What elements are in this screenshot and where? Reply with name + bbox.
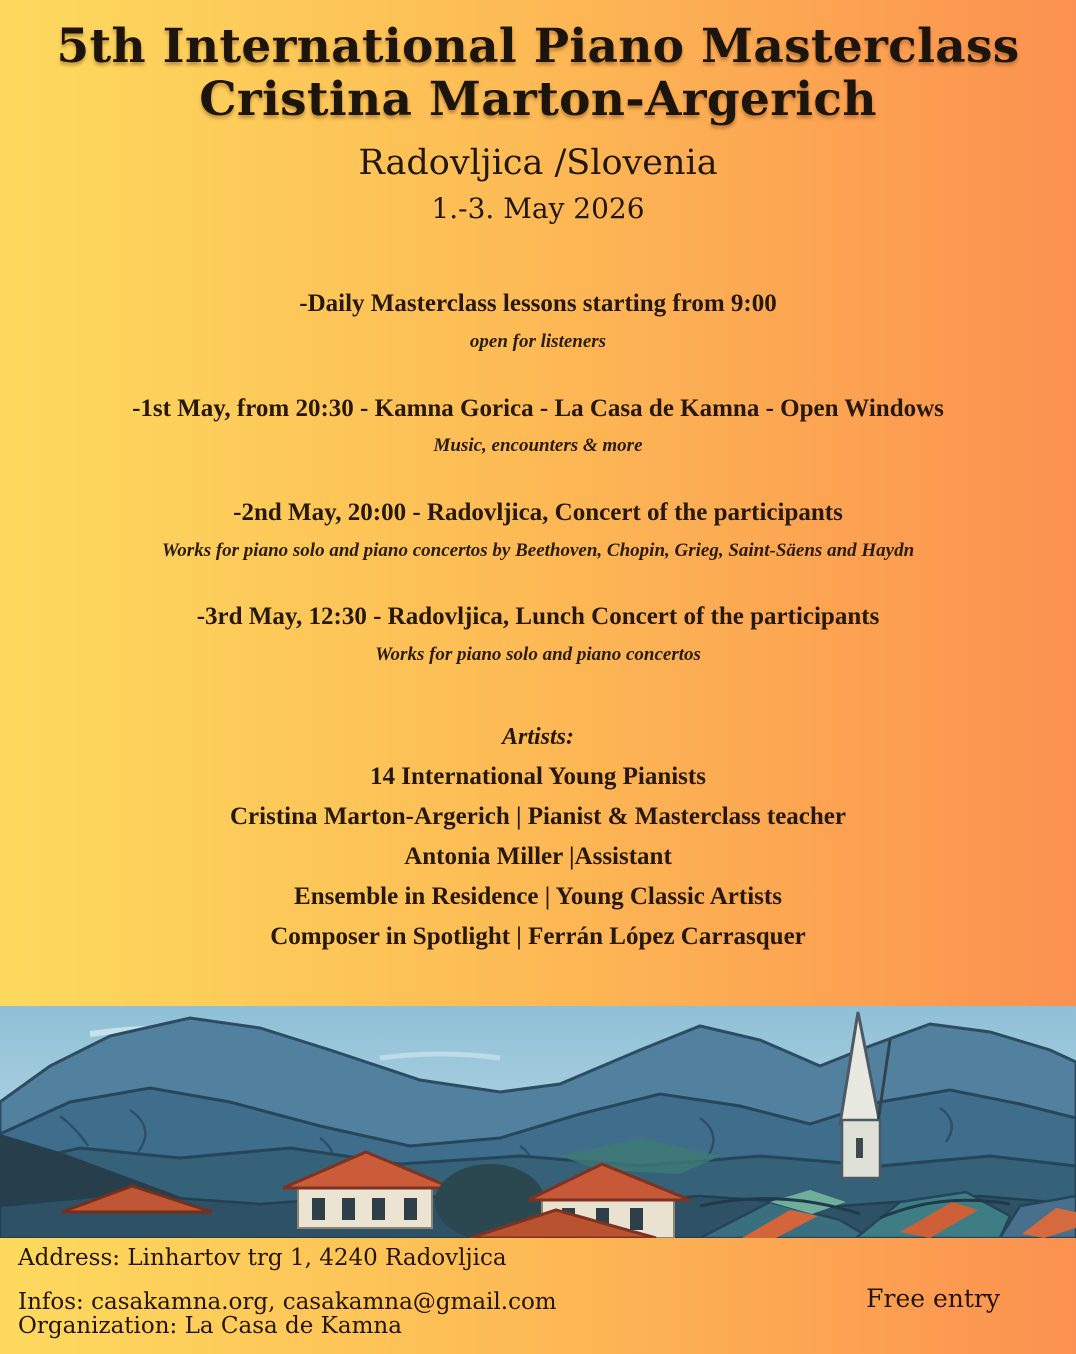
schedule-item	[0, 496, 1076, 563]
town-painting-image	[0, 1006, 1076, 1238]
artist-line: Composer in Spotlight | Ferrán López Carrasquer	[270, 922, 806, 950]
schedule-item-main: -3rd May, 12:30 - Radovljica, Lunch Concert of the participants	[196, 603, 880, 631]
event-title-line2: Cristina Marton-Argerich	[199, 72, 877, 128]
schedule-item-main: -1st May, from 20:30 - Kamna Gorica - La Casa de Kamna - Open Windows	[132, 394, 944, 422]
address-line: Address: Linhartov trg 1, 4240 Radovljica	[18, 1245, 507, 1271]
event-dates: 1.-3. May 2026	[431, 192, 645, 226]
schedule-item-main: -2nd May, 20:00 - Radovljica, Concert of the participants	[233, 499, 843, 526]
organization-line: Organization: La Casa de Kamna	[18, 1313, 402, 1339]
event-title-line1: 5th International Piano Masterclass	[56, 19, 1020, 74]
event-location: Radovljica /Slovenia	[358, 143, 718, 184]
schedule-item-sub: Works for piano solo and piano concertos by Beethoven, Chopin, Grieg, Saint-Säens and Haydn	[161, 539, 915, 561]
infos-line: Infos: casakamna.org, casakamna@gmail.com	[18, 1289, 557, 1315]
schedule-item	[0, 600, 1076, 667]
schedule-item-sub: Music, encounters & more	[433, 435, 643, 457]
schedule-item-sub: Works for piano solo and piano concertos	[375, 644, 701, 666]
artists-section	[0, 724, 1076, 957]
event-title	[0, 20, 1076, 126]
artist-line: 14 International Young Pianists	[370, 762, 706, 790]
artist-line: Antonia Miller |Assistant	[404, 842, 672, 870]
artists-heading: Artists:	[501, 723, 575, 750]
artist-line: Ensemble in Residence | Young Classic Artists	[294, 882, 782, 910]
schedule-item-sub: open for listeners	[469, 330, 607, 352]
poster-footer	[0, 1238, 1076, 1354]
schedule-item	[0, 287, 1076, 354]
schedule	[0, 287, 1076, 668]
artists-list	[0, 757, 1076, 957]
artist-line: Cristina Marton-Argerich | Pianist & Masterclass teacher	[230, 802, 846, 830]
schedule-item-main: -Daily Masterclass lessons starting from 9:00	[299, 290, 777, 318]
schedule-item	[0, 392, 1076, 459]
free-entry-label: Free entry	[866, 1284, 1000, 1313]
